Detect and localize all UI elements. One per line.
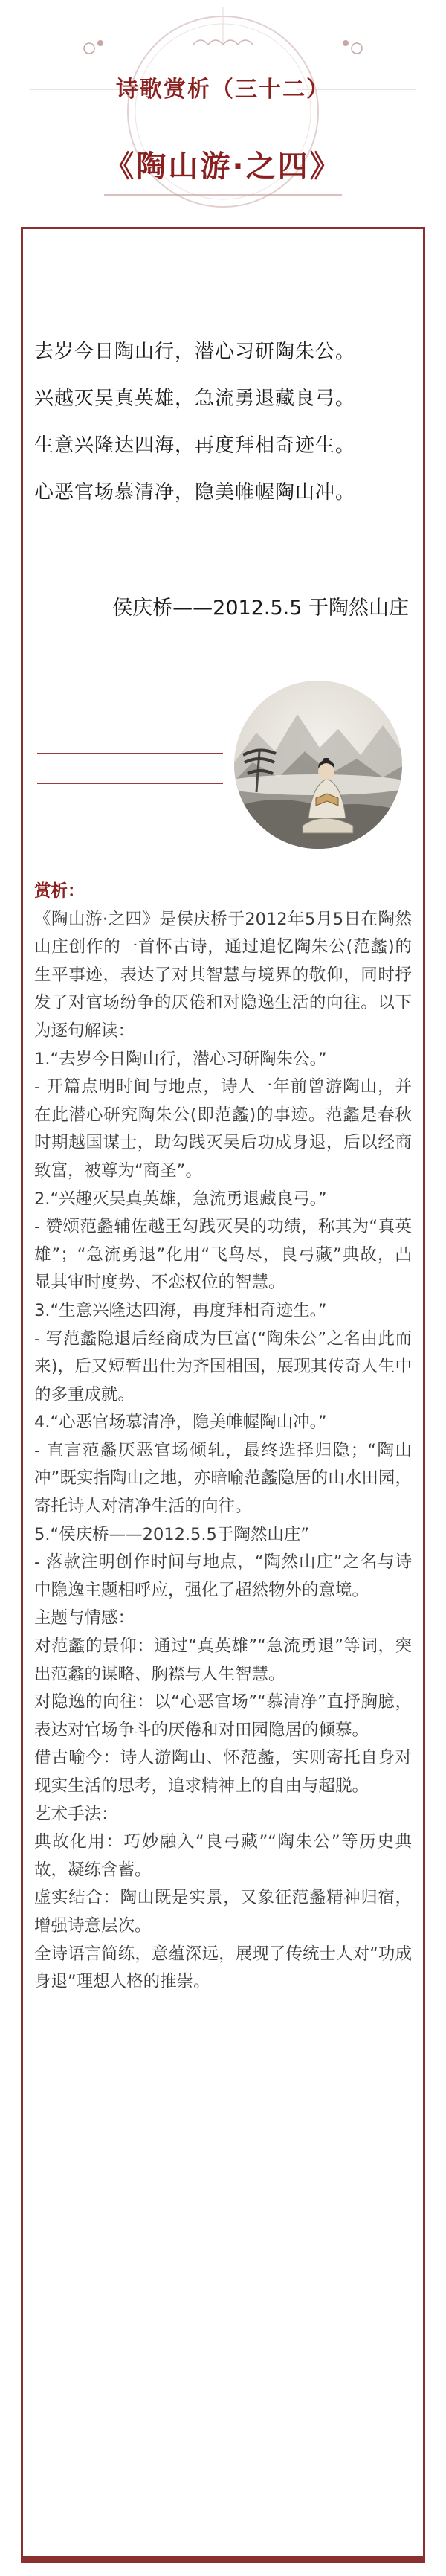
commentary-paragraph: 1.“去岁今日陶山行，潜心习研陶朱公。” — [34, 1049, 327, 1069]
poem-line: 生意兴隆达四海，再度拜相奇迹生。 — [34, 434, 356, 457]
commentary-heading: 艺术手法： — [34, 1804, 118, 1824]
commentary-paragraph: 2.“兴趣灭吴真英雄，急流勇退藏良弓。” — [34, 1189, 327, 1209]
commentary-paragraph: 5.“侯庆桥——2012.5.5于陶然山庄” — [34, 1524, 309, 1544]
poem-line: 去岁今日陶山行，潜心习研陶朱公。 — [34, 341, 356, 363]
commentary-paragraph: 典故化用：巧妙融入“良弓藏”“陶朱公”等历史典故，凝练含蓄。 — [34, 1832, 412, 1880]
article-subtitle: 诗歌赏析（三十二） — [116, 77, 330, 103]
article-title: 《陶山游·之四》 — [104, 150, 342, 184]
commentary-paragraph: 借古喻今：诗人游陶山、怀范蠡，实则寄托自身对现实生活的思考，追求精神上的自由与超脱。 — [34, 1748, 412, 1796]
commentary-paragraph: 4.“心恶官场慕清净，隐美帷幄陶山冲。” — [34, 1413, 327, 1433]
poem-line: 心恶官场慕清净，隐美帷幄陶山冲。 — [34, 481, 356, 504]
commentary-paragraph: 对范蠡的景仰：通过“真英雄”“急流勇退”等词，突出范蠡的谋略、胸襟与人生智慧。 — [34, 1637, 412, 1684]
commentary-paragraph: - 开篇点明时间与地点，诗人一年前曾游陶山，并在此潜心研究陶朱公(即范蠡)的事迹。范蠡是春秋时期越国谋士，助勾践灭吴后功成身退，后以经商致富，被尊为“商圣”。 — [34, 1077, 412, 1181]
poem-author: 侯庆桥——2012.5.5 于陶然山庄 — [112, 597, 409, 620]
poem-line: 兴越灭吴真英雄，急流勇退藏良弓。 — [34, 388, 356, 410]
header — [0, 0, 446, 216]
commentary-paragraph: 虚实结合：陶山既是实景，又象征范蠡精神归宿，增强诗意层次。 — [34, 1888, 412, 1936]
commentary-paragraph: 3.“生意兴隆达四海，再度拜相奇迹生。” — [34, 1300, 327, 1320]
commentary-heading: 主题与情感： — [34, 1608, 135, 1628]
commentary — [34, 878, 412, 1997]
commentary-paragraph: - 写范蠡隐退后经商成为巨富(“陶朱公”之名由此而来)，后又短暂出仕为齐国相国，展现其传奇人生中的多重成就。 — [34, 1329, 412, 1404]
commentary-label: 赏析： — [34, 881, 85, 901]
scholar-reading-landscape-icon — [234, 681, 402, 849]
commentary-paragraph: - 赞颂范蠡辅佐越王勾践灭吴的功绩，称其为“真英雄”；“急流勇退”化用“飞鸟尽，良弓藏”典故，凸显其审时度势、不恋权位的智慧。 — [34, 1217, 412, 1293]
header-decoration — [0, 0, 446, 223]
frame-bottom-bar — [21, 2557, 425, 2563]
divider-line — [37, 783, 223, 784]
commentary-paragraph: 对隐逸的向往：以“心恶官场”“慕清净”直抒胸臆，表达对官场争斗的厌倦和对田园隐居的倾慕。 — [34, 1692, 412, 1740]
divider-line — [37, 753, 223, 754]
commentary-paragraph: - 落款注明创作时间与地点，“陶然山庄”之名与诗中隐逸主题相呼应，强化了超然物外的意境。 — [34, 1552, 412, 1600]
commentary-paragraph: 全诗语言简练，意蕴深远，展现了传统士人对“功成身退”理想人格的推崇。 — [34, 1944, 412, 1992]
commentary-paragraph: - 直言范蠡厌恶官场倾轧，最终选择归隐；“陶山冲”既实指陶山之地，亦暗喻范蠡隐居的山水田园，寄托诗人对清净生活的向往。 — [34, 1440, 412, 1517]
commentary-paragraph: 《陶山游·之四》是侯庆桥于2012年5月5日在陶然山庄创作的一首怀古诗，通过追忆陶朱公(范蠡)的生平事迹，表达了对其智慧与境界的敬仰，同时抒发了对官场纷争的厌倦和对隐逸生活的向往。以下为逐句解读： — [34, 909, 412, 1041]
poem — [34, 338, 421, 506]
